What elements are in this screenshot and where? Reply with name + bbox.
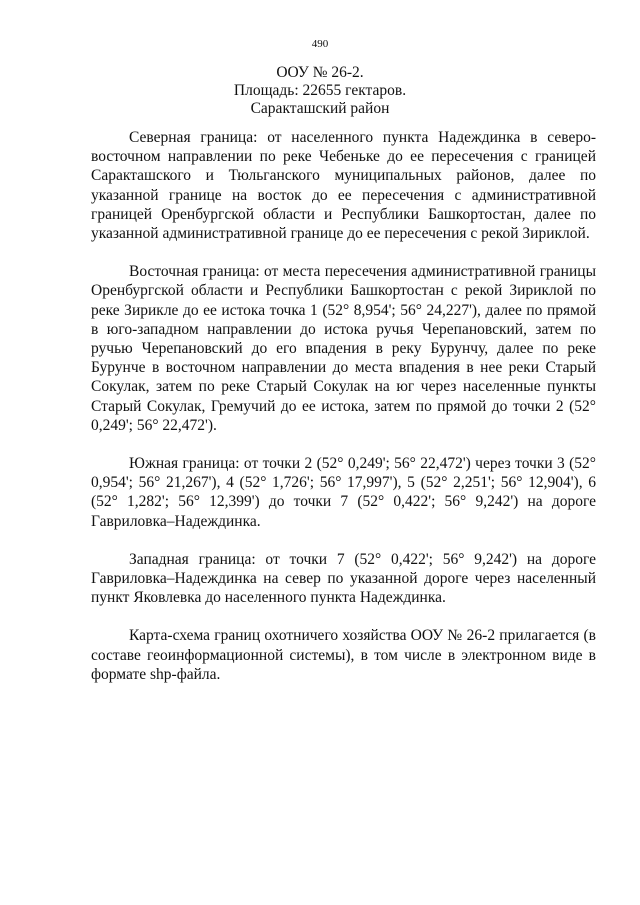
heading-area-size: Площадь: 22655 гектаров. bbox=[233, 82, 407, 99]
document-body bbox=[91, 128, 596, 703]
document-heading bbox=[0, 64, 640, 118]
paragraph-east-border: Восточная граница: от места пересечения административной границы Оренбургской области и Республики Башкортостан с рекой Зириклой по реке Зирикле до ее истока точка 1 (52° 8,954'; 56° 24,227'), далее по прямой в юго-западном направлении до истока ручья Черепановский, затем по ручью Черепановский до его впадения в реку Бурунчу, далее по реке Бурунче в восточном направлении до места впадения в нее реки Старый Сокулак, затем по реке Старый Сокулак на юг через населенные пункты Старый Сокулак, Гремучий до ее истока, затем по прямой до точки 2 (52° 0,249'; 56° 22,472'). bbox=[91, 263, 596, 434]
paragraph-south-border: Южная граница: от точки 2 (52° 0,249'; 56° 22,472') через точки 3 (52° 0,954'; 56° 21,267'), 4 (52° 1,726'; 56° 17,997'), 5 (52° 2,251'; 56° 12,904'), 6 (52° 1,282'; 56° 12,399') до точки 7 (52° 0,422'; 56° 9,242') на дороге Гавриловка–Надеждинка. bbox=[91, 455, 596, 530]
heading-district: Саракташский район bbox=[250, 100, 390, 117]
heading-area-id: ООУ № 26-2. bbox=[276, 64, 364, 81]
paragraph-map-note: Карта-схема границ охотничего хозяйства ООУ № 26-2 прилагается (в составе геоинформационной системы), в том числе в электронном виде в формате shp-файла. bbox=[91, 627, 596, 683]
paragraph-west-border: Западная граница: от точки 7 (52° 0,422'; 56° 9,242') на дороге Гавриловка–Надеждинка на север по указанной дороге через населенный пункт Яковлевка до населенного пункта Надеждинка. bbox=[91, 550, 596, 607]
paragraph-north-border: Северная граница: от населенного пункта Надеждинка в северо-восточном направлении по реке Чебеньке до ее пересечения с границей Саракташского и Тюльганского муниципальных районов, далее по указанной границе на восток до ее пересечения с административной границей Оренбургской области и Республики Башкортостан, далее по указанной административной границе до ее пересечения с рекой Зириклой. bbox=[91, 129, 596, 243]
page-number: 490 bbox=[311, 38, 329, 50]
